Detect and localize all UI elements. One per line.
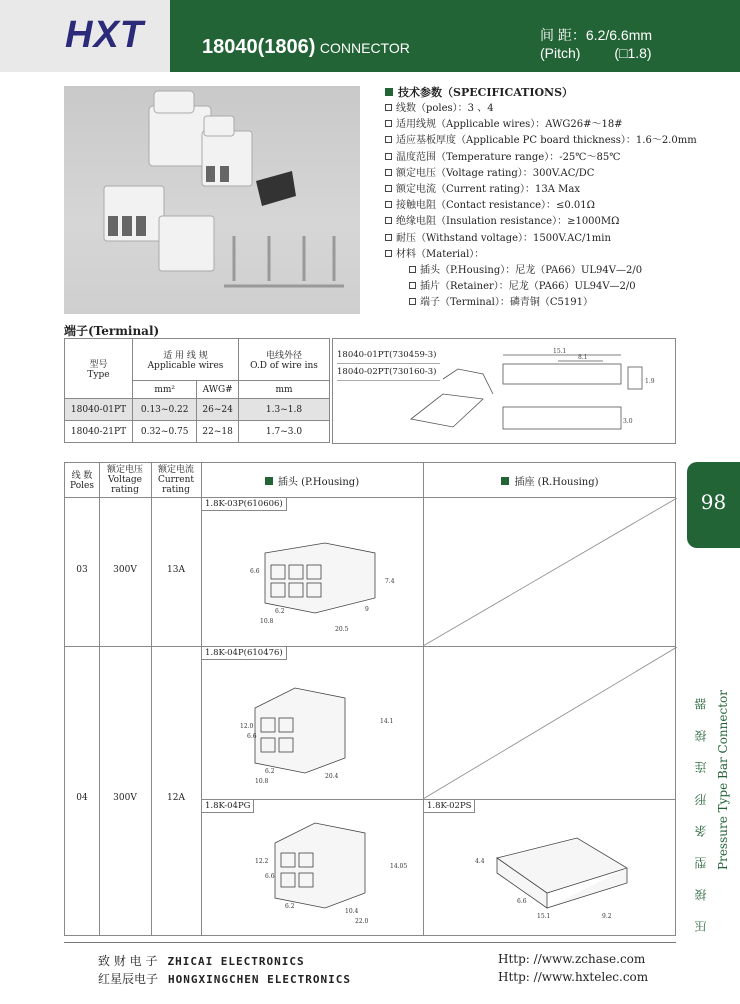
svg-text:6.6: 6.6	[247, 733, 257, 740]
poles-04: 04	[76, 793, 88, 803]
spec-title-text: 技术参数（SPECIFICATIONS）	[398, 86, 574, 99]
side-caption-cn: 压 接 型 条 形 连 接 器	[694, 690, 708, 933]
dim-label: 3.0	[623, 418, 633, 425]
checkbox-icon	[385, 153, 392, 160]
footer-company-1: 致 财 电 子 ZHICAI ELECTRONICS	[98, 954, 305, 968]
checkbox-icon	[385, 234, 392, 241]
terminal-title: 端子(Terminal)	[64, 324, 160, 338]
svg-text:7.4: 7.4	[385, 578, 395, 585]
checkbox-icon	[385, 250, 392, 257]
dim-label: 15.1	[553, 348, 567, 355]
svg-text:10.8: 10.8	[260, 618, 274, 625]
part-label: 1.8K-03P(610606)	[202, 498, 287, 511]
dim-label: 1.9	[645, 378, 655, 385]
svg-text:10.4: 10.4	[345, 908, 359, 915]
material-item: 插片（Retainer）：尼龙（PA66）UL94V—2/0	[385, 279, 735, 295]
spec-item: 适用线规（Applicable wires）：AWG26#～18#	[385, 117, 735, 133]
table-row: 18040-01PT 0.13~0.22 26~24 1.3~1.8	[65, 399, 330, 421]
housing-drawing-03	[215, 523, 415, 643]
empty-cell-mark	[423, 498, 677, 646]
pitch-en-row	[540, 44, 652, 62]
housing-drawing-04pg	[215, 813, 415, 933]
checkbox-icon	[385, 104, 392, 111]
part-label: 1.8K-02PS	[424, 800, 475, 813]
footer-url-2[interactable]: Http: //www.hxtelec.com	[498, 970, 649, 984]
svg-text:6.2: 6.2	[275, 608, 285, 615]
svg-text:15.1: 15.1	[537, 913, 551, 920]
page-tab	[687, 462, 740, 548]
spec-title	[385, 84, 573, 100]
product-photo	[64, 86, 360, 314]
footer-divider	[64, 942, 676, 943]
housing-drawing-04	[215, 668, 415, 793]
header-receptacle: 插座 (R.Housing)	[423, 477, 677, 488]
voltage-03: 300V	[113, 565, 137, 575]
poles-03: 03	[76, 565, 88, 575]
svg-text:6.6: 6.6	[250, 568, 260, 575]
page-title	[202, 36, 410, 59]
spec-item: 温度范围（Temperature range）：-25℃～85℃	[385, 150, 735, 166]
housing-table	[64, 462, 676, 936]
header-bar	[170, 0, 740, 72]
bullet-square-icon	[385, 88, 393, 96]
model-number: 18040(1806)	[202, 36, 316, 58]
svg-text:22.0: 22.0	[355, 918, 369, 925]
header-poles: 线 数 Poles	[70, 471, 94, 491]
logo: HXT	[65, 14, 144, 56]
checkbox-icon	[385, 136, 392, 143]
checkbox-icon	[409, 266, 416, 273]
spec-item: 绝缘电阻（Insulation resistance）：≥1000MΩ	[385, 214, 735, 230]
material-item: 端子（Terminal）：磷青铜（C5191）	[385, 295, 735, 311]
spec-item: 额定电流（Current rating）：13A Max	[385, 182, 735, 198]
logo-block	[0, 0, 170, 72]
svg-text:14.1: 14.1	[380, 718, 394, 725]
svg-text:20.4: 20.4	[325, 773, 339, 780]
spec-item: 额定电压（Voltage rating）：300V.AC/DC	[385, 166, 735, 182]
current-03: 13A	[167, 565, 185, 575]
svg-text:6.6: 6.6	[517, 898, 527, 905]
pitch-info	[540, 26, 652, 62]
part-label: 1.8K-04P(610476)	[202, 647, 287, 660]
header-current: 额定电流 Current rating	[157, 465, 195, 495]
voltage-04: 300V	[113, 793, 137, 803]
side-caption-en: Pressure Type Bar Connector	[716, 690, 730, 870]
header-voltage: 额定电压 Voltage rating	[106, 465, 143, 495]
material-item: 插头（P.Housing）：尼龙（PA66）UL94V—2/0	[385, 263, 735, 279]
svg-text:9: 9	[365, 606, 369, 613]
bullet-square-icon	[501, 477, 509, 485]
svg-text:6.6: 6.6	[265, 873, 275, 880]
spec-item: 接触电阻（Contact resistance）：≤0.01Ω	[385, 198, 735, 214]
bullet-square-icon	[265, 477, 273, 485]
svg-text:6.2: 6.2	[285, 903, 295, 910]
checkbox-icon	[385, 217, 392, 224]
terminal-table: 型号 Type 适 用 线 规 Applicable wires 电线外径 O.D of wire ins mm² AWG# mm 18040-01PT 0.13~0.22 26~24 1.3~1.8 18040-21PT 0.32~0.75 22~18 1.7~3.0	[64, 338, 330, 443]
terminal-code: 18040-02PT(730160-3)	[337, 364, 440, 381]
checkbox-icon	[409, 298, 416, 305]
footer-company-2: 红星辰电子 HONGXINGCHEN ELECTRONICS	[98, 972, 351, 986]
footer-url-1[interactable]: Http: //www.zchase.com	[498, 952, 646, 966]
spec-list	[385, 101, 735, 312]
page-number: 98	[700, 490, 727, 514]
checkbox-icon	[385, 201, 392, 208]
svg-text:14.05: 14.05	[390, 863, 408, 870]
svg-text:10.8: 10.8	[255, 778, 269, 785]
pitch-box: (□1.8)	[614, 45, 652, 61]
part-label: 1.8K-04PG	[202, 800, 254, 813]
spec-item: 线数（poles）：3 、4	[385, 101, 735, 117]
spec-item: 材料（Material）：	[385, 247, 735, 263]
pitch-cn: 间 距：6.2/6.6mm	[540, 27, 653, 43]
spec-item: 适应基板厚度（Applicable PC board thickness）：1.6～2.0mm	[385, 133, 735, 149]
header-plug: 插头 (P.Housing)	[201, 477, 423, 488]
terminal-drawing	[333, 339, 677, 445]
product-name: CONNECTOR	[319, 40, 410, 56]
svg-text:12.2: 12.2	[255, 858, 269, 865]
terminal-code: 18040-01PT(730459-3)	[337, 347, 440, 364]
current-04: 12A	[167, 793, 185, 803]
side-caption	[688, 680, 740, 933]
checkbox-icon	[385, 169, 392, 176]
checkbox-icon	[409, 282, 416, 289]
checkbox-icon	[385, 120, 392, 127]
checkbox-icon	[385, 185, 392, 192]
retainer-drawing	[437, 818, 657, 928]
connector-illustration	[64, 86, 360, 314]
empty-cell-mark	[423, 647, 677, 799]
svg-text:9.2: 9.2	[602, 913, 612, 920]
table-row: 18040-21PT 0.32~0.75 22~18 1.7~3.0	[65, 421, 330, 443]
svg-text:4.4: 4.4	[475, 858, 485, 865]
spec-item: 耐压（Withstand voltage）：1500V.AC/1min	[385, 231, 735, 247]
terminal-drawing-panel	[332, 338, 676, 444]
svg-text:20.5: 20.5	[335, 626, 349, 633]
dim-label: 8.1	[578, 354, 588, 361]
svg-text:6.2: 6.2	[265, 768, 275, 775]
pitch-en: (Pitch)	[540, 45, 581, 61]
svg-text:12.0: 12.0	[240, 723, 254, 730]
